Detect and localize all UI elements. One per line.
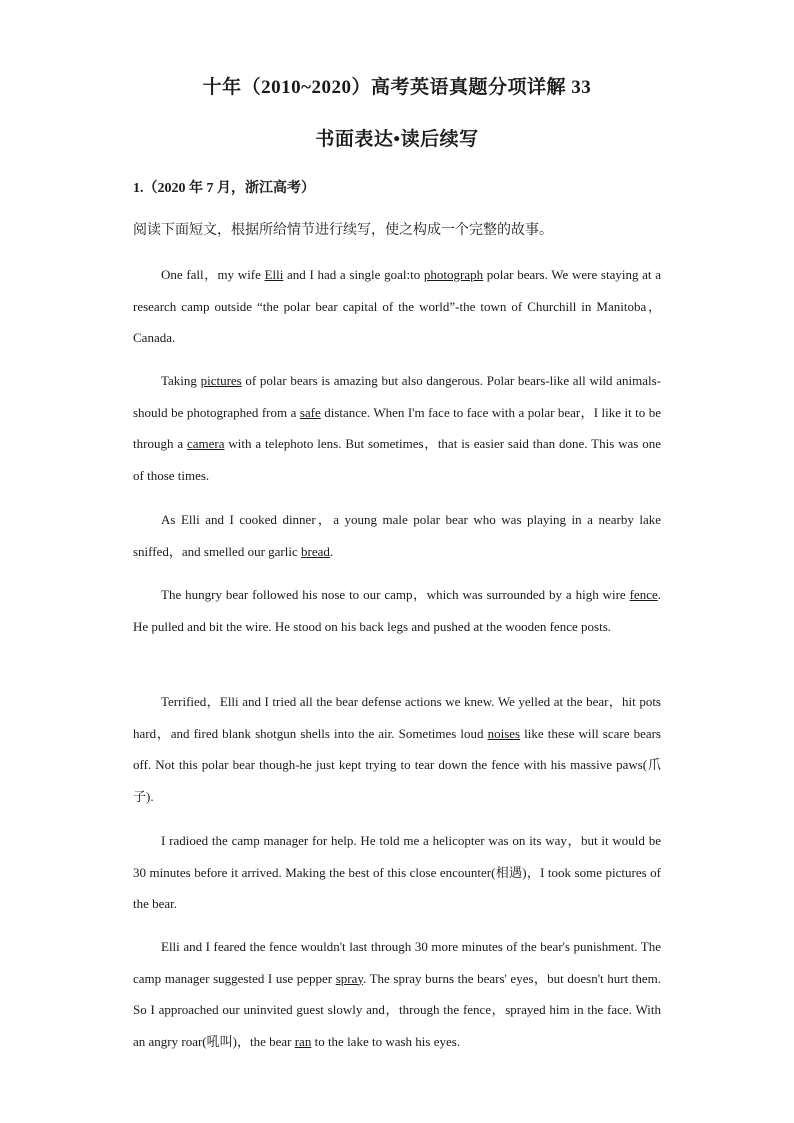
- underlined-word: fence: [629, 587, 658, 602]
- underlined-word: safe: [299, 404, 321, 420]
- story-paragraph-5: [133, 686, 661, 812]
- page-subtitle: 书面表达•读后续写: [315, 129, 479, 150]
- p5-text-a: Terrified，Elli and I tried all the bear defense actions we knew. We yelled at the bear，hit pots hard，and fired blank shotgun shells into the air. Sometimes loud: [133, 694, 661, 741]
- underlined-word: Elli: [264, 267, 284, 282]
- p2-text-b: of polar bears is amazing but also dangerous. Polar bears-like all wild animals-should be photographed from a: [133, 373, 661, 420]
- question-label: 1.（2020 年 7 月，浙江高考）: [133, 181, 315, 196]
- p4-text-a: The hungry bear followed his nose to our camp，which was surrounded by a high wire: [161, 587, 630, 602]
- p2-text-a: Taking: [161, 373, 201, 388]
- underlined-word: bread: [301, 543, 330, 559]
- p1-text-a: One fall，my wife: [161, 267, 265, 282]
- p7-text-a: Elli and I feared the fence wouldn't last through 30 more minutes of the bear's punishment. The camp manager suggested I use pepper: [133, 939, 661, 986]
- p7-text-c: to the lake to wash his eyes.: [311, 1033, 461, 1049]
- story-paragraph-2: [133, 365, 661, 491]
- p3-text-a: As Elli and I cooked dinner，a young male polar bear who was playing in a nearby lake sniffed，and smelled our garlic: [133, 512, 661, 559]
- p4-text-b: . He pulled and bit the wire. He stood on his back legs and pushed at the wooden fence posts.: [133, 587, 661, 634]
- p7-text-b: . The spray burns the bears' eyes，but doesn't hurt them. So I approached our uninvited guest slowly and，through the fence，sprayed him in the face. With an angry roar(吼叫)，the bear: [133, 970, 661, 1049]
- story-paragraph-1: [133, 259, 661, 354]
- p3-text-b: .: [329, 543, 334, 559]
- story-paragraph-3: [133, 504, 661, 567]
- underlined-word: ran: [294, 1033, 312, 1049]
- story-paragraph-7: [133, 931, 661, 1057]
- page-title: 十年（2010~2020）高考英语真题分项详解 33: [202, 77, 592, 98]
- p2-text-c: distance. When I'm face to face with a polar bear，I like it to be through a: [133, 404, 662, 451]
- underlined-word: noises: [487, 725, 521, 741]
- p5-text-b: like these will scare bears off. Not this polar bear though-he just kept trying to tear down the fence with his massive paws(爪子).: [133, 725, 661, 804]
- underlined-word: camera: [186, 436, 225, 451]
- p1-text-b: and I had a single goal:to: [283, 267, 424, 282]
- story-paragraph-4: [133, 579, 661, 642]
- underlined-word: spray: [335, 970, 364, 986]
- underlined-word: photograph: [423, 267, 484, 282]
- p1-text-c: polar bears. We were staying at a research camp outside “the polar bear capital of the world”-the town of Churchill in Manitoba，Canada.: [133, 267, 661, 345]
- story-paragraph-6: [133, 825, 661, 920]
- underlined-word: pictures: [200, 373, 242, 388]
- p6-text-a: I radioed the camp manager for help. He told me a helicopter was on its way，but it would be 30 minutes before it arrived. Making the best of this close encounter(相遇)，I took some pictures of the bear.: [133, 833, 661, 911]
- p2-text-d: with a telephoto lens. But sometimes，that is easier said than done. This was one of those times.: [133, 436, 661, 483]
- question-instruction: 阅读下面短文，根据所给情节进行续写，使之构成一个完整的故事。: [133, 223, 553, 238]
